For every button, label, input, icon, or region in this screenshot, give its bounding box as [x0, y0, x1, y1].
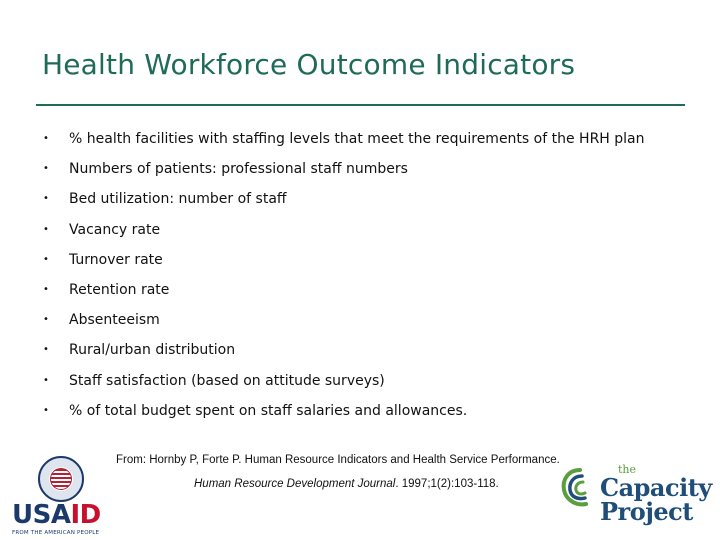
bullet-icon: • [43, 133, 49, 144]
list-item-text: Vacancy rate [69, 221, 161, 238]
capacity-project-logo [560, 464, 720, 534]
citation-journal: Human Resource Development Journal [194, 478, 396, 490]
list-item [42, 215, 702, 245]
list-item [42, 366, 702, 396]
list-item [42, 154, 702, 184]
bullet-icon: • [43, 404, 49, 416]
project-word: Project [600, 497, 693, 526]
usaid-tagline: FROM THE AMERICAN PEOPLE [12, 530, 100, 536]
citation-details: . 1997;1(2):103-118. [395, 478, 499, 490]
bullet-icon: • [43, 163, 49, 175]
bullet-icon: • [43, 374, 49, 386]
list-item-text: Numbers of patients: professional staff numbers [69, 161, 408, 178]
list-item-text: % health facilities with staffing levels that meet the requirements of the HRH plan [69, 131, 645, 147]
slide-title: Health Workforce Outcome Indicators [42, 48, 576, 81]
list-item-text: Retention rate [69, 281, 170, 298]
citation-journal-line [194, 478, 499, 490]
list-item [42, 184, 702, 214]
bullet-icon: • [43, 253, 49, 265]
capacity-the: the [618, 463, 637, 476]
bullet-icon: • [43, 283, 49, 295]
usaid-logo [12, 454, 110, 538]
list-item-text: Staff satisfaction (based on attitude surveys) [69, 372, 385, 389]
list-item [42, 396, 702, 426]
bullet-icon: • [43, 344, 49, 356]
list-item-text: Rural/urban distribution [69, 342, 236, 359]
bullet-icon: • [43, 314, 49, 326]
bullet-icon: • [43, 193, 49, 205]
indicator-list [42, 124, 702, 426]
list-item-text: % of total budget spent on staff salaries and allowances. [69, 402, 468, 419]
usaid-seal-icon [38, 456, 84, 502]
list-item-text: Bed utilization: number of staff [69, 191, 287, 208]
bullet-icon: • [43, 223, 49, 235]
list-item [42, 245, 702, 275]
list-item-text: Turnover rate [69, 251, 163, 268]
capacity-word: Capacity [600, 473, 712, 502]
citation-authors: From: Hornby P, Forte P. Human Resource Indicators and Health Service Performance. [116, 454, 560, 466]
usaid-wordmark: USAID [12, 500, 101, 530]
list-item [42, 124, 702, 154]
capacity-swirl-icon [560, 466, 600, 510]
list-item-text: Absenteeism [69, 312, 160, 329]
title-divider [36, 104, 685, 106]
list-item [42, 275, 702, 305]
list-item [42, 305, 702, 335]
list-item [42, 335, 702, 365]
